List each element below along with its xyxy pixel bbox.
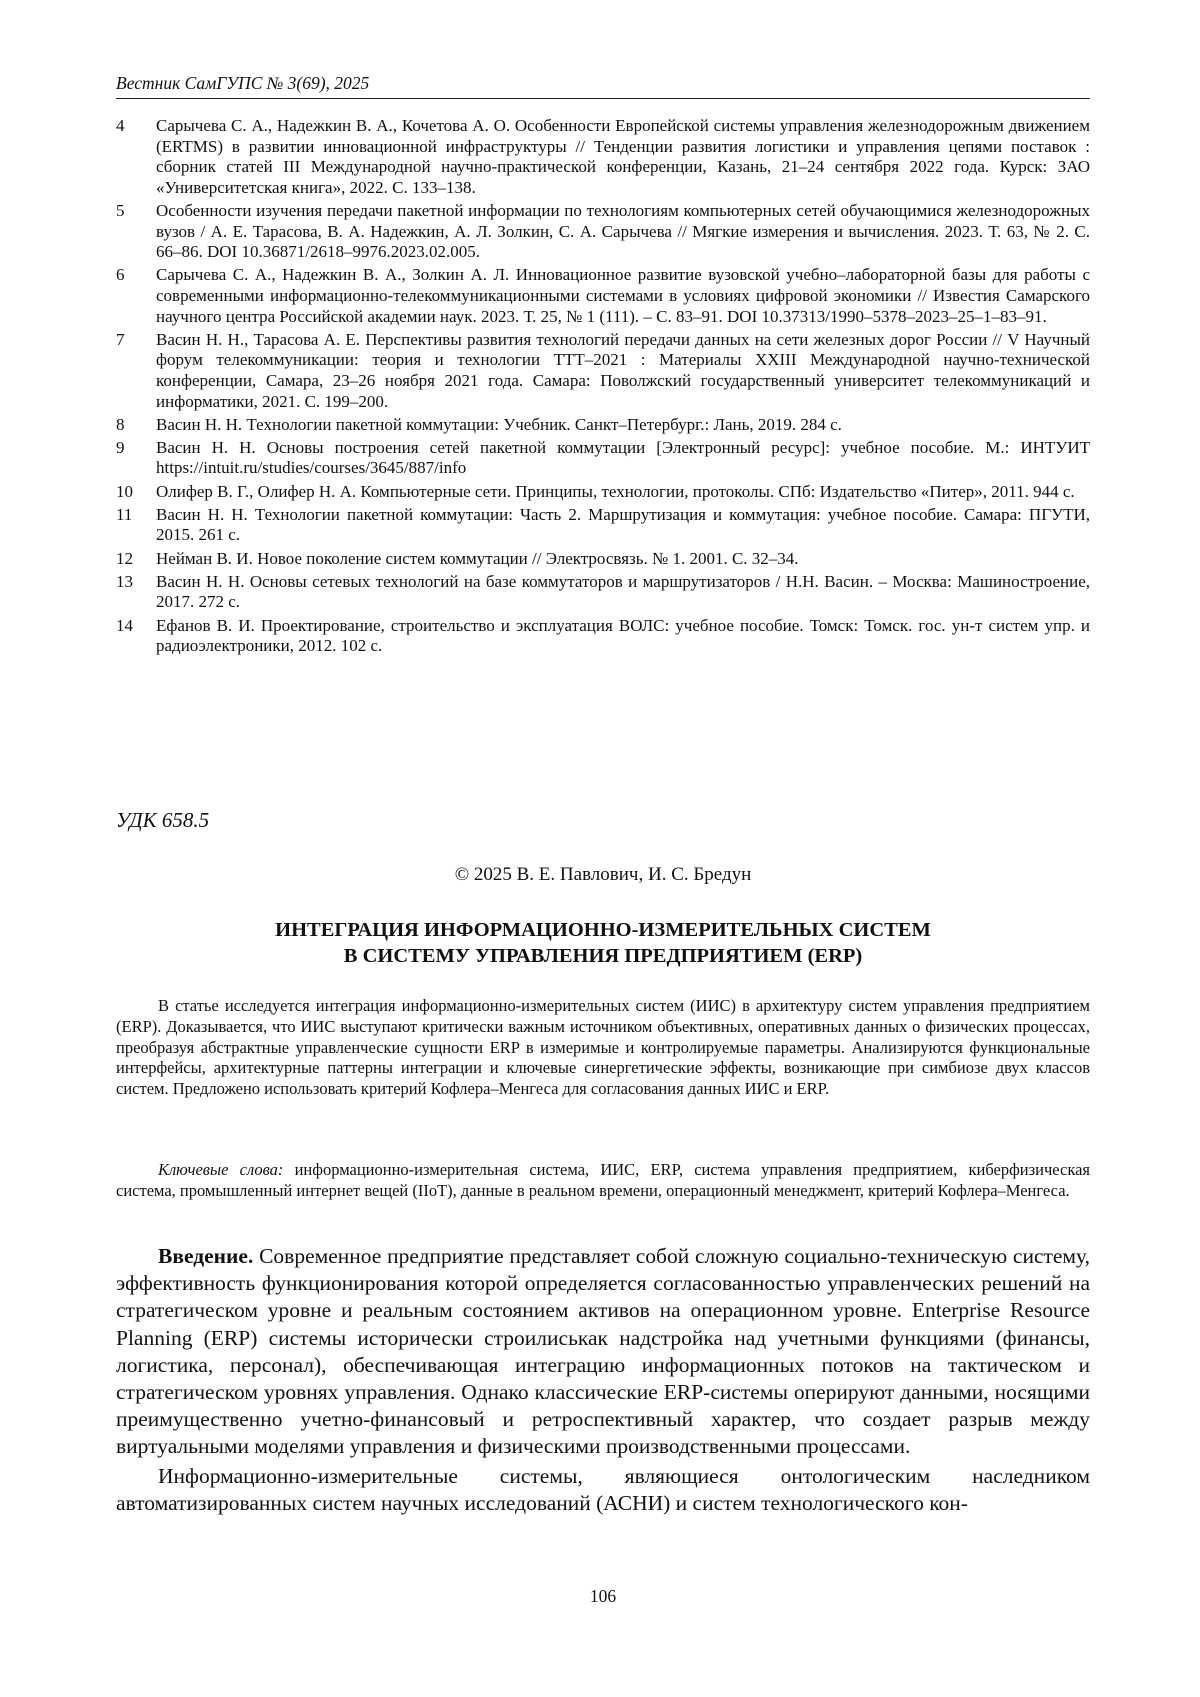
reference-text: Васин Н. Н. Технологии пакетной коммутации: Часть 2. Маршрутизация и коммутация: учебное пособие. Самара: ПГУТИ, 2015. 261 с. xyxy=(156,504,1090,545)
reference-list xyxy=(116,116,1090,659)
reference-text: Ефанов В. И. Проектирование, строительство и эксплуатация ВОЛС: учебное пособие. Томск: Томск. гос. ун-т систем упр. и радиоэлектроники, 2012. 102 с. xyxy=(156,615,1090,656)
reference-number: 7 xyxy=(116,329,125,349)
page-number: 106 xyxy=(589,1586,617,1606)
keywords-text: информационно-измерительная система, ИИС, ERP, система управления предприятием, киберфизическая система, промышленный интернет вещей (IIoT), данные в реальном времени, операционный менеджмент, критерий Кофлера–Менгеса. xyxy=(116,1160,1091,1200)
article-keywords xyxy=(116,1160,1090,1202)
reference-text: Васин Н. Н. Основы сетевых технологий на базе коммутаторов и маршрутизаторов / Н.Н. Васин. – Москва: Машиностроение, 2017. 272 с. xyxy=(156,571,1090,612)
reference-text: Особенности изучения передачи пакетной информации по технологиям компьютерных сетей обучающимися железнодорожных вузов / А. Е. Тарасова, В. А. Надежкин, А. Л. Золкин, С. А. Сарычева // Мягкие измерения и вычисления. 2023. Т. 63, № 2. С. 66–86. DOI 10.36871/2618–9976.2023.02.005. xyxy=(156,200,1090,262)
article-authors: © 2025 В. Е. Павлович, И. С. Бредун xyxy=(454,864,752,885)
article-abstract: В статье исследуется интеграция информационно-измерительных систем (ИИС) в архитектуру систем управления предприятием (ERP). Доказывается, что ИИС выступают критически важным источником объективных, оперативных данных о физических процессах, преобразуя абстрактные управленческие сущности ERP в измеримые и контролируемые параметры. Анализируются функциональные интерфейсы, архитектурные паттерны интеграции и ключевые синергетические эффекты, возникающие при симбиозе двух классов систем. Предложено использовать критерий Кофлера–Менгеса для согласования данных ИИС и ERP. xyxy=(116,996,1090,1099)
reference-text: Васин Н. Н. Технологии пакетной коммутации: Учебник. Санкт–Петербург.: Лань, 2019. 284 с. xyxy=(156,414,842,434)
reference-text: Нейман В. И. Новое поколение систем коммутации // Электросвязь. № 1. 2001. С. 32–34. xyxy=(156,548,799,568)
article-title xyxy=(116,917,1090,969)
reference-item xyxy=(116,116,1090,198)
reference-item xyxy=(116,330,1090,412)
reference-text: Сарычева С. А., Надежкин В. А., Золкин А. Л. Инновационное развитие вузовской учебно–лабораторной базы для работы с современными информационно-телекоммуникационными системами в условиях цифровой экономики // Известия Самарского научного центра Российской академии наук. 2023. Т. 25, № 1 (111). – С. 83–91. DOI 10.37313/1990–5378–2023–25–1–83–91. xyxy=(156,265,1090,326)
udk-code: УДК 658.5 xyxy=(116,808,210,832)
reference-item xyxy=(116,482,1090,503)
reference-number: 13 xyxy=(116,571,133,591)
body-paragraph: Информационно-измерительные системы, являющиеся онтологическим наследником автоматизированных систем научных исследований (АСНИ) и систем технологического кон- xyxy=(116,1463,1090,1515)
reference-text: Васин Н. Н. Основы построения сетей пакетной коммутации [Электронный ресурс]: учебное пособие. М.: ИНТУИТ https://intuit.ru/studies/courses/3645/887/info xyxy=(156,437,1090,478)
running-header: Вестник СамГУПС № 3(69), 2025 xyxy=(116,72,1090,99)
reference-item xyxy=(116,616,1090,657)
article-body xyxy=(116,1243,1090,1519)
reference-number: 5 xyxy=(116,200,125,220)
intro-text: Современное предприятие представляет собой сложную социально-техническую систему, эффективность функционирования которой определяется согласованностью управленческих решений на стратегическом уровне и реальным состоянием активов на операционном уровне. Enterprise Resource Planning (ERP) системы исторически строилиськак надстройка над учетными функциями (финансы, логистика, персонал), обеспечивающая интеграцию информационных потоков на тактическом и стратегическом уровнях управления. Однако классические ERP-системы оперируют данными, носящими преимущественно учетно-финансовый и ретроспективный характер, что создает разрыв между виртуальными моделями управления и физическими производственными процессами. xyxy=(116,1244,1091,1459)
reference-number: 11 xyxy=(116,504,133,524)
intro-heading: Введение. xyxy=(158,1244,254,1268)
reference-number: 12 xyxy=(116,548,133,568)
reference-item xyxy=(116,572,1090,613)
reference-number: 6 xyxy=(116,265,125,285)
keywords-label: Ключевые слова: xyxy=(158,1160,284,1179)
reference-item xyxy=(116,549,1090,570)
reference-text: Олифер В. Г., Олифер Н. А. Компьютерные сети. Принципы, технологии, протоколы. СПб: Издательство «Питер», 2011. 944 с. xyxy=(156,481,1075,501)
reference-number: 9 xyxy=(116,437,125,457)
reference-item xyxy=(116,201,1090,263)
reference-text: Сарычева С. А., Надежкин В. А., Кочетова А. О. Особенности Европейской системы управления железнодорожным движением (ERTMS) в развитии инновационной инфраструктуры // Тенденции развития логистики и управления цепями поставок : сборник статей III Международной научно-практической конференции, Казань, 21–24 сентября 2022 года. Курск: ЗАО «Университетская книга», 2022. С. 133–138. xyxy=(156,116,1090,197)
reference-number: 8 xyxy=(116,414,125,434)
reference-item xyxy=(116,265,1090,327)
reference-item xyxy=(116,438,1090,479)
reference-item xyxy=(116,505,1090,546)
reference-number: 10 xyxy=(116,481,133,501)
reference-text: Васин Н. Н., Тарасова А. Е. Перспективы развития технологий передачи данных на сети железных дорог России // V Научный форум телекоммуникации: теория и технологии ТТТ–2021 : Материалы XXIII Международной научно-технической конференции, Самара, 23–26 ноября 2021 года. Самара: Поволжский государственный университет телекоммуникаций и информатики, 2021. С. 199–200. xyxy=(156,329,1090,411)
reference-item xyxy=(116,415,1090,436)
article-title-line-1: ИНТЕГРАЦИЯ ИНФОРМАЦИОННО-ИЗМЕРИТЕЛЬНЫХ СИСТЕМ xyxy=(275,919,931,941)
reference-number: 4 xyxy=(116,116,125,135)
article-title-line-2: В СИСТЕМУ УПРАВЛЕНИЯ ПРЕДПРИЯТИЕМ (ERP) xyxy=(343,945,863,967)
intro-paragraph xyxy=(116,1243,1090,1461)
reference-number: 14 xyxy=(116,615,133,635)
